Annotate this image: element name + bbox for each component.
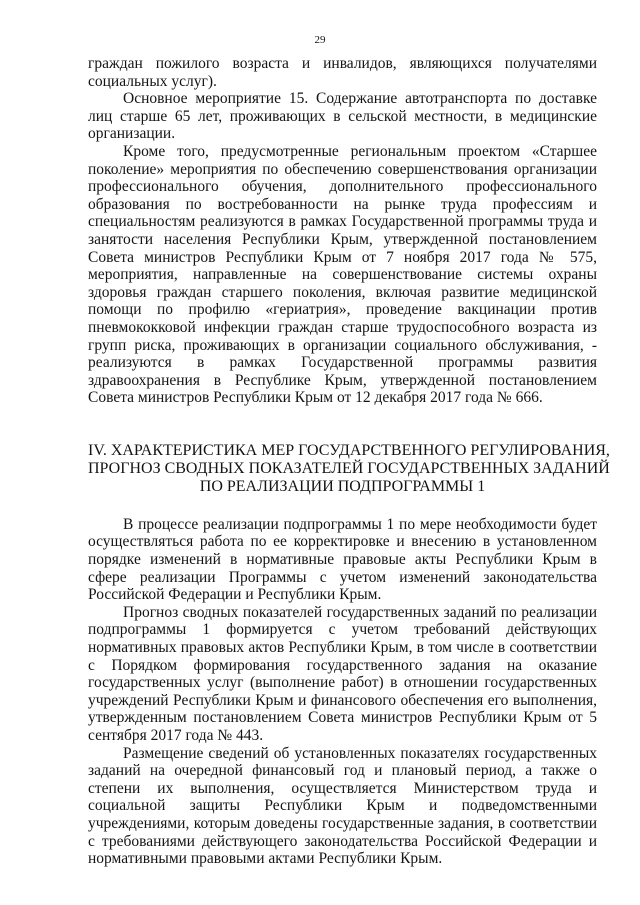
paragraph: Кроме того, предусмотренные региональным проектом «Старшее поколение» мероприятия по обеспечению совершенствования организации профессионального обучения, дополнительного профессионального образования по востребованности на рынке труда профессиям и специальностям реализуются в рамках Государственной программы труда и занятости населения Республики Крым, утвержденной постановлением Совета министров Республики Крым от 7 ноября 2017 года № 575, мероприятия, направленные на совершенствование системы охраны здоровья граждан старшего поколения, включая развитие медицинской помощи по профилю «гериатрия», проведение вакцинации против пневмококковой инфекции граждан старше трудоспособного возраста из групп риска, проживающих в организации социального обслуживания, - реализуются в рамках Государственной программы развития здравоохранения в Республике Крым, утвержденной постановлением Совета министров Республики Крым от 12 декабря 2017 года № 666. [88,142,597,407]
paragraph: Прогноз сводных показателей государственных заданий по реализации подпрограммы 1 формируется с учетом требований действующих нормативных правовых актов Республики Крым, в том числе в соответствии с Порядком формирования государственного задания на оказание государственных услуг (выполнение работ) в отношении государственных учреждений Республики Крым и финансового обеспечения его выполнения, утвержденным постановлением Совета министров Республики Крым от 5 сентября 2017 года № 443. [88,603,597,744]
section-heading-line: IV. ХАРАКТЕРИСТИКА МЕР ГОСУДАРСТВЕННОГО РЕГУЛИРОВАНИЯ, [88,441,610,459]
section-heading-line: ПРОГНОЗ СВОДНЫХ ПОКАЗАТЕЛЕЙ ГОСУДАРСТВЕННЫХ ЗАДАНИЙ [88,459,610,477]
document-body [88,55,610,868]
page-number: 29 [314,34,326,46]
paragraph: Размещение сведений об установленных показателях государственных заданий на очередной финансовый год и плановый период, а также о степени их выполнения, осуществляется Министерством труда и социальной защиты Республики Крым и подведомственными учреждениями, которым доведены государственные задания, в соответствии с требованиями действующего законодательства Российской Федерации и нормативными правовыми актами Республики Крым. [88,744,597,868]
paragraph: Основное мероприятие 15. Содержание автотранспорта по доставке лиц старше 65 лет, проживающих в сельской местности, в медицинские организации. [88,90,597,143]
paragraph: В процессе реализации подпрограммы 1 по мере необходимости будет осуществляться работа по ее корректировке и внесению в установленном порядке изменений в нормативные правовые акты Республики Крым в сфере реализации Программы с учетом изменений законодательства Российской Федерации и Республики Крым. [88,515,597,604]
section-heading-line: ПО РЕАЛИЗАЦИИ ПОДПРОГРАММЫ 1 [199,477,486,495]
section-heading [88,441,610,496]
paragraph: граждан пожилого возраста и инвалидов, являющихся получателями социальных услуг). [88,55,597,90]
